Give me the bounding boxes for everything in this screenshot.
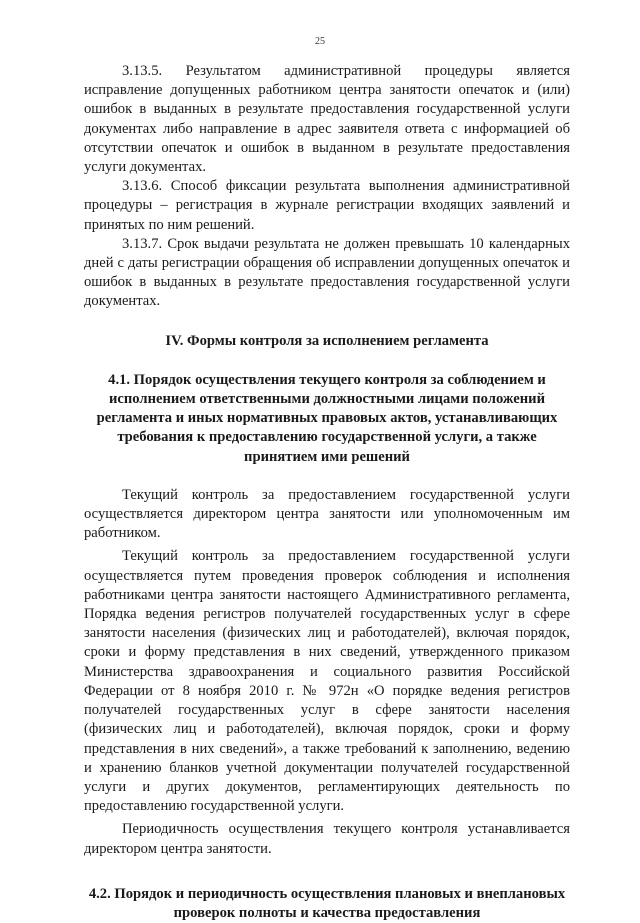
- heading-section-4-2: 4.2. Порядок и периодичность осуществления плановых и внеплановых проверок полноты и качества предоставления: [88, 885, 566, 921]
- paragraph-3-13-5: 3.13.5. Результатом административной процедуры является исправление допущенных работником центра занятости опечаток и (или) ошибок в выданных в результате предоставления государственной услуги документах либо направление в адрес заявителя ответа с информацией об отсутствии опечаток и ошибок в выданном в результате предоставления услуги документах.: [84, 63, 570, 176]
- heading-section-4-1: 4.1. Порядок осуществления текущего контроля за соблюдением и исполнением ответственными должностными лицами положений регламента и иных нормативных правовых актов, устанавливающих требования к предоставлению государственной услуги, а также принятием ими решений: [96, 371, 558, 465]
- paragraph-3-13-6: 3.13.6. Способ фиксации результата выполнения административной процедуры – регистрация в журнале регистрации входящих заявлений и принятых по ним решений.: [84, 178, 570, 233]
- paragraph-control-2: Текущий контроль за предоставлением государственной услуги осуществляется путем проведения проверок соблюдения и исполнения работниками центра занятости настоящего Административного регламента, Порядка ведения регистров получателей государственных услуг в сфере занятости населения (физических лиц и работодателей), включая порядок, сроки и форму представления в них сведений, утвержденного приказом Министерства здравоохранения и социального развития Российской Федерации от 8 ноября 2010 г. № 972н «О порядке ведения регистров получателей государственных услуг в сфере занятости населения (физических лиц и работодателей), включая порядок, сроки и форму представления в них сведений», а также требований к заполнению, ведению и хранению бланков учетной документации получателей государственной услуги и других документов, регламентирующих деятельность по предоставлению государственной услуги.: [84, 548, 570, 815]
- heading-section-iv: IV. Формы контроля за исполнением регламента: [165, 332, 489, 349]
- page-number: 25: [315, 36, 325, 47]
- paragraph-control-1: Текущий контроль за предоставлением государственной услуги осуществляется директором центра занятости или уполномоченным им работником.: [84, 486, 570, 542]
- paragraph-control-3: Периодичность осуществления текущего контроля устанавливается директором центра занятости.: [84, 821, 570, 857]
- paragraph-3-13-7: 3.13.7. Срок выдачи результата не должен превышать 10 календарных дней с даты регистрации обращения об исправлении допущенных опечаток и ошибок в выданных в результате предоставления государственной услуги документах.: [84, 235, 570, 310]
- document-body: [84, 62, 570, 923]
